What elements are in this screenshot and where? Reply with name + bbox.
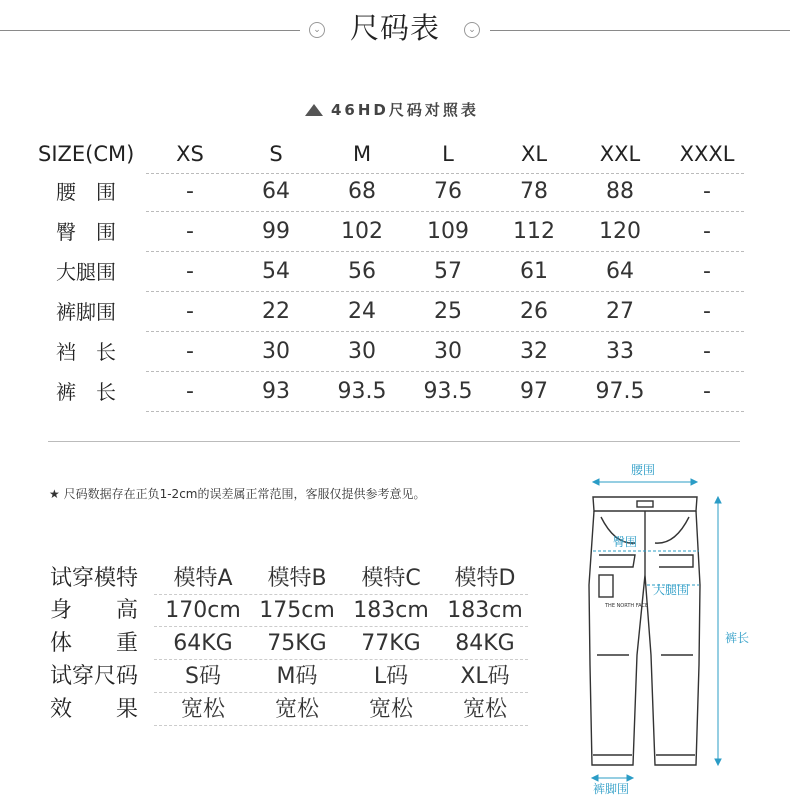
table-cell: 102 (341, 219, 383, 244)
table-cell: 27 (606, 299, 634, 324)
table-cell: - (703, 299, 711, 324)
table-cell: 61 (520, 259, 548, 284)
table-cell: - (703, 379, 711, 404)
table-row (50, 562, 530, 595)
table-cell: 54 (262, 259, 290, 284)
page-title: 尺码表 (349, 11, 440, 45)
table-cell: 93.5 (423, 379, 473, 404)
table-row (38, 252, 748, 292)
table-row (50, 693, 530, 726)
row-underline (154, 725, 528, 726)
section-divider (48, 441, 740, 442)
row-label: 裤脚围 (56, 300, 116, 324)
chevron-down-icon: ⌄ (309, 22, 325, 38)
row-label: 体 重 (50, 631, 139, 656)
mountain-icon (305, 104, 323, 116)
size-header-cell: L (442, 142, 454, 166)
table-cell: 模特A (173, 566, 233, 591)
table-cell: 24 (348, 299, 376, 324)
length-label: 裤长 (725, 631, 750, 645)
table-cell: 22 (262, 299, 290, 324)
table-cell: 175cm (259, 598, 335, 623)
size-header-cell: XXXL (679, 142, 735, 166)
table-cell: 64KG (173, 631, 233, 656)
table-cell: - (703, 179, 711, 204)
table-cell: - (186, 379, 194, 404)
hip-label: 臀围 (613, 535, 638, 549)
table-cell: 99 (262, 219, 290, 244)
table-cell: 宽松 (462, 697, 507, 722)
star-icon: ★ (49, 487, 60, 501)
size-header-cell: S (269, 142, 283, 166)
table-cell: 宽松 (180, 697, 225, 722)
pants-outline-icon (575, 455, 790, 805)
row-label: 身 高 (50, 598, 139, 623)
table-cell: 宽松 (368, 697, 413, 722)
size-note (49, 485, 425, 502)
pants-diagram (575, 455, 790, 805)
table-cell: 模特B (267, 566, 327, 591)
table-cell: 26 (520, 299, 548, 324)
row-label: 大腿围 (56, 260, 116, 284)
table-cell: 30 (434, 339, 462, 364)
table-cell: - (186, 179, 194, 204)
size-header-cell: XXL (599, 142, 641, 166)
header-line-right (490, 30, 790, 31)
table-cell: 93 (262, 379, 290, 404)
table-cell: 183cm (353, 598, 429, 623)
table-cell: 93.5 (337, 379, 387, 404)
row-underline (146, 411, 744, 412)
table-cell: 64 (262, 179, 290, 204)
table-cell: 30 (262, 339, 290, 364)
table-row (38, 172, 748, 212)
table-cell: - (703, 259, 711, 284)
table-row (38, 332, 748, 372)
table-cell: 76 (434, 179, 462, 204)
table-row (50, 627, 530, 660)
table-cell: 183cm (447, 598, 523, 623)
table-cell: 170cm (165, 598, 241, 623)
table-row (38, 372, 748, 412)
table-cell: 120 (599, 219, 641, 244)
table-cell: S码 (185, 664, 221, 689)
size-corner-label: SIZE(CM) (38, 142, 135, 166)
header-line-left (0, 30, 300, 31)
table-cell: 30 (348, 339, 376, 364)
size-header-cell: XL (520, 142, 548, 166)
table-cell: - (703, 339, 711, 364)
table-cell: 97 (520, 379, 548, 404)
subtitle (305, 99, 479, 120)
thigh-label: 大腿围 (653, 583, 690, 597)
row-label: 裤 长 (56, 380, 116, 404)
table-cell: 75KG (267, 631, 327, 656)
table-row (38, 212, 748, 252)
table-cell: 64 (606, 259, 634, 284)
table-cell: 109 (427, 219, 469, 244)
table-cell: 77KG (361, 631, 421, 656)
table-cell: 32 (520, 339, 548, 364)
subtitle-text: 46HD尺码对照表 (331, 101, 479, 119)
table-cell: L码 (373, 664, 409, 689)
table-cell: 33 (606, 339, 634, 364)
size-header-cell: XS (176, 142, 204, 166)
table-row (38, 292, 748, 332)
table-cell: 88 (606, 179, 634, 204)
table-cell: 84KG (455, 631, 515, 656)
waist-label: 腰围 (631, 463, 656, 477)
table-cell: 模特D (454, 566, 516, 591)
size-header-cell: M (352, 142, 372, 166)
table-cell: 68 (348, 179, 376, 204)
table-cell: 56 (348, 259, 376, 284)
table-cell: - (703, 219, 711, 244)
row-label: 臀 围 (56, 220, 116, 244)
row-label: 腰 围 (56, 180, 116, 204)
chevron-down-icon: ⌄ (464, 22, 480, 38)
row-label: 裆 长 (56, 340, 116, 364)
table-cell: XL码 (460, 664, 510, 689)
table-row (50, 660, 530, 693)
table-cell: - (186, 339, 194, 364)
table-cell: 模特C (361, 566, 421, 591)
hem-label: 裤脚围 (593, 782, 630, 796)
table-cell: 宽松 (274, 697, 319, 722)
table-row (50, 594, 530, 627)
table-cell: 57 (434, 259, 462, 284)
size-table-header (38, 134, 748, 174)
table-cell: 112 (513, 219, 555, 244)
row-label: 效 果 (50, 697, 139, 722)
table-cell: 25 (434, 299, 462, 324)
row-label: 试穿模特 (50, 566, 139, 591)
row-label: 试穿尺码 (50, 664, 139, 689)
table-cell: M码 (276, 664, 318, 689)
table-cell: 78 (520, 179, 548, 204)
table-cell: - (186, 259, 194, 284)
table-cell: 97.5 (595, 379, 645, 404)
table-cell: - (186, 299, 194, 324)
table-cell: - (186, 219, 194, 244)
logo-text: THE NORTH FACE (605, 603, 649, 609)
size-note-text: 尺码数据存在正负1-2cm的误差属正常范围，客服仅提供参考意见。 (63, 487, 426, 501)
